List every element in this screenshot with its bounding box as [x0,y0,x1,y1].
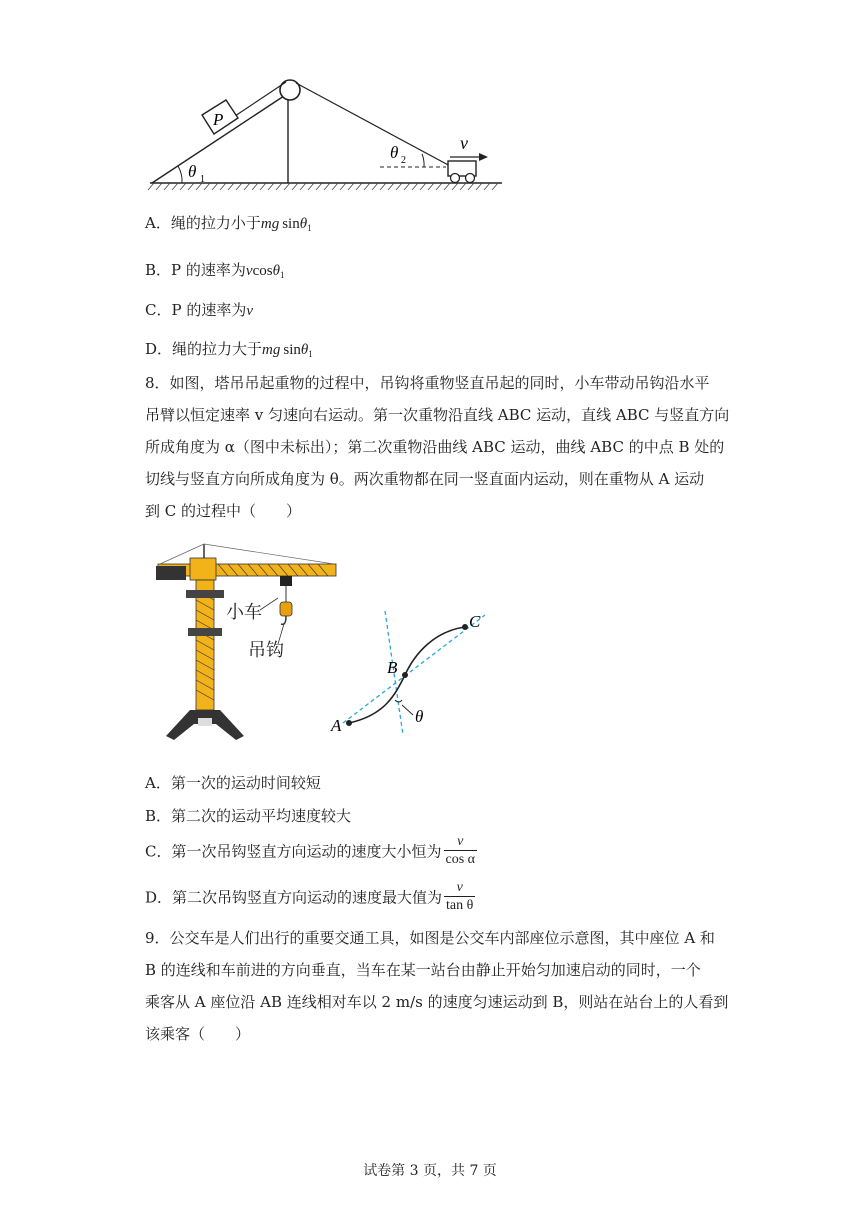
q8-option-c: C．第一次吊钩竖直方向运动的速度大小恒为 $\frac{v}{\text{cos α}}$ [145,834,475,867]
q7-option-a: A．绳的拉力小于mg sinθ$_1$ [145,214,312,233]
label-theta2: θ [390,143,399,162]
label-v: v [460,133,468,153]
q8-line: 所成角度为 α（图中未标出）；第二次重物沿曲线 ABC 运动，曲线 ABC 的中点 B 处的 [145,438,725,456]
q9-line: B 的连线和车前进的方向垂直，当车在某一站台由静止开始匀加速启动的同时，一个 [145,961,701,979]
q7-option-b: B．P 的速率为vcosθ$_1$ [145,261,285,280]
q8-line: 8．如图，塔吊吊起重物的过程中，吊钩将重物竖直吊起的同时，小车带动吊钩沿水平 [145,374,710,392]
label-b: B [387,658,398,677]
q9-line: 9．公交车是人们出行的重要交通工具，如图是公交车内部座位示意图，其中座位 A 和 [145,929,715,947]
label-theta2-sub: 2 [401,155,406,166]
fraction-v-cos-alpha: $\frac{v}{\text{cos α}}$ [445,834,475,867]
incline-pulley-figure [140,70,520,200]
label-a: A [331,716,342,735]
q8-option-d: D．第二次吊钩竖直方向运动的速度最大值为 $\frac{v}{\text{tan θ}}$ [145,880,474,913]
q8-option-a: A．第一次的运动时间较短 [145,774,321,792]
fraction-v-tan-theta: $\frac{v}{\text{tan θ}}$ [446,880,474,913]
label-car: 小车 [226,602,262,623]
label-c: C [469,612,481,631]
q7-option-c: C．P 的速率为v [145,301,254,319]
q8-line: 切线与竖直方向所成角度为 θ。两次重物都在同一竖直面内运动，则在重物从 A 运动 [145,470,705,488]
label-theta1: θ [188,162,197,181]
q7-option-d: D．绳的拉力大于mg sinθ$_1$ [145,340,313,359]
label-p: P [213,110,224,129]
page-footer: 试卷第 3 页，共 7 页 [363,1163,497,1179]
q8-line: 到 C 的过程中（ ） [145,502,302,520]
label-hook: 吊钩 [248,640,284,661]
q8-line: 吊臂以恒定速率 v 匀速向右运动。第一次重物沿直线 ABC 运动，直线 ABC 与竖直方向 [145,406,730,424]
label-theta1-sub: 1 [200,174,205,185]
q9-line: 乘客从 A 座位沿 AB 连线相对车以 2 m/s 的速度匀速运动到 B，则站在站台上的人看到 [145,993,729,1011]
trajectory-figure [325,605,495,740]
label-theta: θ [415,707,424,726]
q9-stem [145,922,729,1050]
q8-stem [145,367,730,527]
q8-option-b: B．第二次的运动平均速度较大 [145,807,352,825]
q9-line: 该乘客（ ） [145,1025,251,1043]
